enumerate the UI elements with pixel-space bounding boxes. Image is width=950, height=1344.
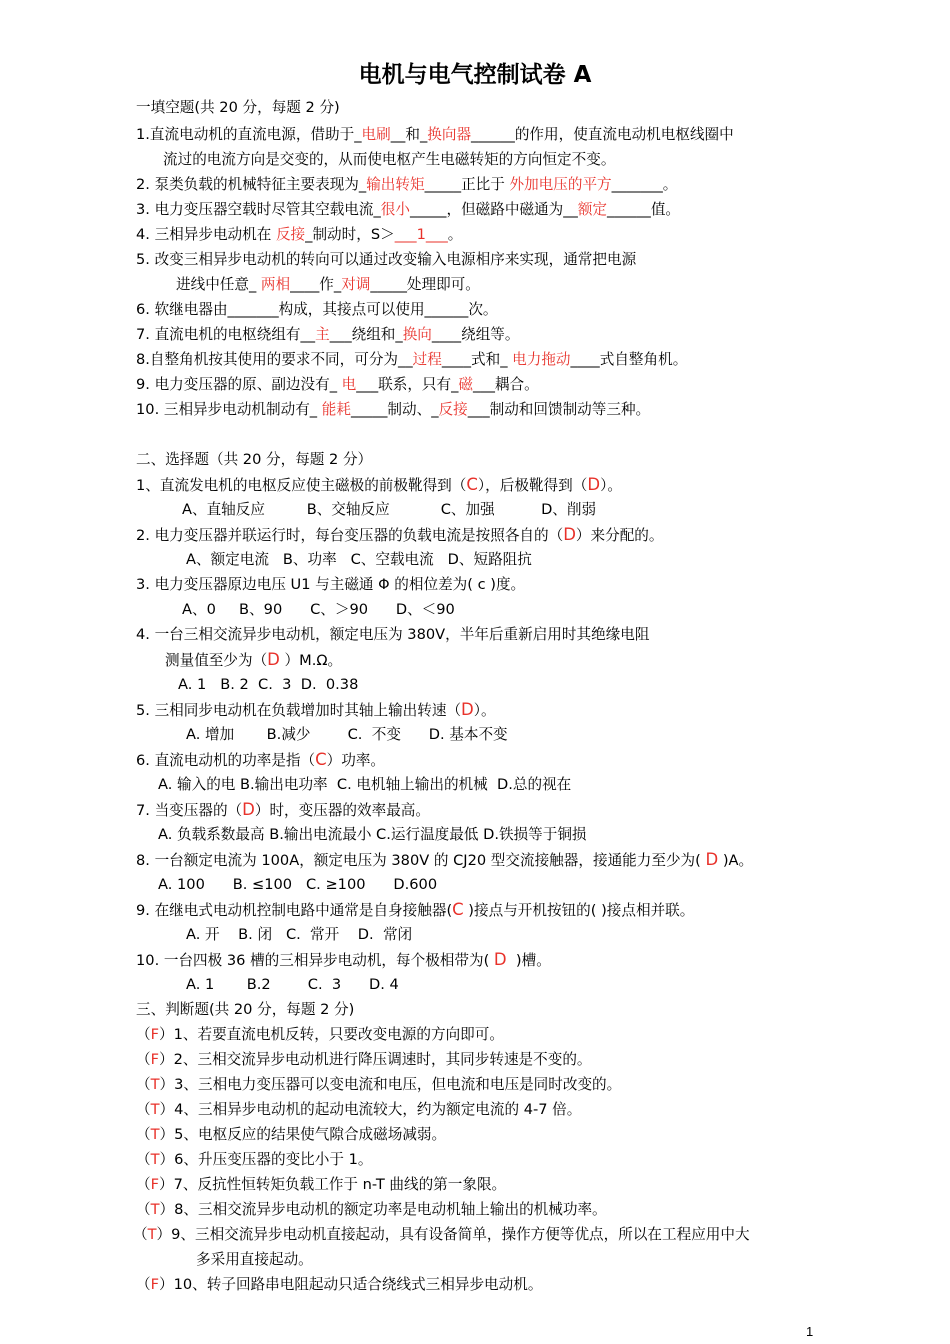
text-line xyxy=(158,775,571,795)
question-text: A. 100 B. ≤100 C. ≥100 D.600 xyxy=(158,876,438,893)
question-text: 4. 一台三相交流异步电动机，额定电压为 380V，半年后重新启用时其绝缘电阻 xyxy=(136,626,650,643)
answer-text: T xyxy=(150,1101,160,1118)
question-text: 。 xyxy=(447,226,463,243)
question-text: 8.自整角机按其使用的要求不同，可分为__ xyxy=(136,351,413,368)
text-line xyxy=(136,900,694,921)
question-text: 2. 电力变压器并联运行时，每台变压器的负载电流是按照各自的（ xyxy=(136,527,564,544)
question-text: ____式自整角机。 xyxy=(570,351,688,368)
text-line xyxy=(136,1200,607,1220)
question-text: ）5、电枢反应的结果使气隙合成磁场减弱。 xyxy=(159,1126,447,1143)
question-text: （ xyxy=(136,1201,151,1218)
text-line xyxy=(136,225,462,245)
question-text: 1、直流发电机的电枢反应使主磁极的前极靴得到（ xyxy=(136,477,467,494)
answer-text: T xyxy=(150,1151,160,1168)
text-line xyxy=(136,1275,542,1295)
question-text: 3. 电力变压器原边电压 U1 与主磁通 Φ 的相位差为( c )度。 xyxy=(136,576,526,593)
question-text: ___联系，只有_ xyxy=(356,376,459,393)
question-text: A、0 B、90 C、＞90 D、＜90 xyxy=(182,601,455,618)
question-text: )槽。 xyxy=(506,952,551,969)
answer-text: T xyxy=(150,1201,160,1218)
question-text: ___绕组和_ xyxy=(329,326,403,343)
question-text: ___制动和回馈制动等三种。 xyxy=(467,401,651,418)
question-text: （ xyxy=(133,1226,148,1243)
answer-text: 反接 xyxy=(438,401,468,418)
question-text: ）8、三相交流异步电动机的额定功率是电动机轴上输出的机械功率。 xyxy=(159,1201,607,1218)
page-title: 电机与电气控制试卷 A xyxy=(358,62,592,88)
answer-text: D xyxy=(587,475,601,494)
text-line xyxy=(136,125,734,145)
question-text: 5. 改变三相异步电动机的转向可以通过改变输入电源相序来实现，通常把电源 xyxy=(136,251,637,268)
text-line xyxy=(136,200,680,220)
answer-text: 外加电压的平方 xyxy=(509,176,612,193)
question-text: ）时，变压器的效率最高。 xyxy=(254,802,430,819)
answer-text: F xyxy=(150,1176,160,1193)
answer-text: 额定 xyxy=(577,201,608,218)
answer-text: 主 xyxy=(315,326,330,343)
question-text: ___耦合。 xyxy=(473,376,539,393)
question-text: 10. 三相异步电动机制动有_ xyxy=(136,401,322,418)
question-text: _____，但磁路中磁通为__ xyxy=(409,201,578,218)
text-line xyxy=(158,825,587,845)
answer-text: D xyxy=(493,950,507,969)
question-text: ）6、升压变压器的变比小于 1。 xyxy=(159,1151,373,1168)
question-text: 6. 软继电器由_______构成，其接点可以使用______次。 xyxy=(136,301,498,318)
answer-text: 反接 xyxy=(275,226,306,243)
question-text: （ xyxy=(136,1026,151,1043)
answer-text: F xyxy=(150,1051,160,1068)
text-line xyxy=(136,98,340,118)
question-text: 7. 当变压器的（ xyxy=(136,802,243,819)
question-text: 进线中任意_ xyxy=(176,276,261,293)
text-line xyxy=(196,1250,313,1270)
answer-text: C xyxy=(466,475,478,494)
answer-text: T xyxy=(147,1226,157,1243)
answer-text: 两相 xyxy=(260,276,291,293)
question-text: （ xyxy=(136,1276,151,1293)
text-line xyxy=(136,1125,446,1145)
answer-text: 电刷 xyxy=(361,126,391,143)
text-line xyxy=(136,475,622,496)
question-text: ）3、三相电力变压器可以变电流和电压，但电流和电压是同时改变的。 xyxy=(159,1076,622,1093)
answer-text: D xyxy=(242,800,255,819)
text-line xyxy=(136,525,664,546)
question-text: ）M.Ω。 xyxy=(279,652,343,669)
question-text: A. 1 B. 2 C. 3 D. 0.38 xyxy=(178,676,359,693)
question-text: （ xyxy=(136,1151,151,1168)
text-line xyxy=(136,375,539,395)
question-text: ）7、反抗性恒转矩负载工作于 n-T 曲线的第一象限。 xyxy=(159,1176,507,1193)
question-text: 三、判断题(共 20 分，每题 2 分) xyxy=(136,1001,355,1018)
question-text: 多采用直接起动。 xyxy=(196,1251,313,1268)
question-text: )接点与开机按钮的( )接点相并联。 xyxy=(463,902,695,919)
question-text: ），后极靴得到（ xyxy=(477,477,588,494)
question-text: ）10、转子回路串电阻起动只适合绕线式三相异步电动机。 xyxy=(159,1276,543,1293)
question-text: __和_ xyxy=(390,126,428,143)
answer-text: 电 xyxy=(341,376,357,393)
text-line xyxy=(136,1025,504,1045)
question-text: 流过的电流方向是交变的，从而使电枢产生电磁转矩的方向恒定不变。 xyxy=(163,151,616,168)
question-text: 9. 电力变压器的原、副边没有_ xyxy=(136,376,342,393)
question-text: _制动时，S＞ xyxy=(305,226,395,243)
text-line xyxy=(136,850,753,871)
text-line xyxy=(136,1175,506,1195)
question-text: 8. 一台额定电流为 100A，额定电压为 380V 的 CJ20 型交流接触器，接通能力至少为( xyxy=(136,852,706,869)
question-text: ____作_ xyxy=(290,276,342,293)
answer-text: C xyxy=(315,750,327,769)
question-text: （ xyxy=(136,1176,151,1193)
text-line xyxy=(136,700,496,721)
question-text: ）9、三相交流异步电动机直接起动，具有设备简单，操作方便等优点，所以在工程应用中大 xyxy=(156,1226,750,1243)
question-text: （ xyxy=(136,1076,151,1093)
question-text: （ xyxy=(136,1101,151,1118)
answer-text: C xyxy=(452,900,464,919)
question-text: 一填空题(共 20 分，每题 2 分) xyxy=(136,99,340,116)
question-text: A. 输入的电 B.输出电功率 C. 电机轴上输出的机械 D.总的视在 xyxy=(158,776,572,793)
question-text: 9. 在继电式电动机控制电路中通常是自身接触器( xyxy=(136,902,453,919)
answer-text: D xyxy=(705,850,719,869)
text-line xyxy=(136,400,650,420)
question-text: 4. 三相异步电动机在 xyxy=(136,226,276,243)
text-line xyxy=(136,1150,372,1170)
text-line xyxy=(178,675,358,695)
answer-text: 对调 xyxy=(341,276,371,293)
question-text: 5. 三相同步电动机在负载增加时其轴上输出转速（ xyxy=(136,702,462,719)
text-line xyxy=(176,275,480,295)
question-text: 3. 电力变压器空载时尽管其空载电流_ xyxy=(136,201,381,218)
answer-text: D xyxy=(267,650,280,669)
question-text: （ xyxy=(136,1051,151,1068)
answer-text: 很小 xyxy=(380,201,410,218)
question-text: ）4、三相异步电动机的起动电流较大，约为额定电流的 4-7 倍。 xyxy=(159,1101,582,1118)
question-text: （ xyxy=(136,1126,151,1143)
answer-text: 输出转矩 xyxy=(366,176,425,193)
answer-text: F xyxy=(150,1276,160,1293)
text-line xyxy=(136,350,687,370)
question-text: 7. 直流电机的电枢绕组有__ xyxy=(136,326,316,343)
text-line xyxy=(136,800,430,821)
answer-text: T xyxy=(150,1126,160,1143)
answer-text: 过程 xyxy=(412,351,442,368)
question-text: 1.直流电动机的直流电源，借助于_ xyxy=(136,126,362,143)
text-line xyxy=(186,725,508,745)
text-line xyxy=(136,1100,581,1120)
question-text: A. 增加 B.减少 C. 不变 D. 基本不变 xyxy=(186,726,508,743)
question-text: _____制动、_ xyxy=(350,401,439,418)
text-line xyxy=(136,1075,621,1095)
text-line xyxy=(136,325,519,345)
text-line xyxy=(163,150,615,170)
answer-text: ___1___ xyxy=(394,226,448,243)
answer-text: 换向 xyxy=(402,326,432,343)
text-line xyxy=(136,450,372,470)
question-text: A、额定电流 B、功率 C、空载电流 D、短路阻抗 xyxy=(186,551,532,568)
page-number: 1 xyxy=(806,1324,814,1339)
text-line xyxy=(136,175,677,195)
text-line xyxy=(186,550,532,570)
question-text: 6. 直流电动机的功率是指（ xyxy=(136,752,316,769)
text-line xyxy=(182,500,596,520)
text-line xyxy=(136,250,636,270)
question-text: ______的作用，使直流电动机电枢线圈中 xyxy=(471,126,734,143)
question-text: ____绕组等。 xyxy=(431,326,520,343)
question-text: 2. 泵类负载的机械特征主要表现为_ xyxy=(136,176,367,193)
text-line xyxy=(136,575,525,595)
question-text: ）1、若要直流电机反转，只要改变电源的方向即可。 xyxy=(159,1026,504,1043)
question-text: A. 开 B. 闭 C. 常开 D. 常闭 xyxy=(186,926,413,943)
answer-text: D xyxy=(563,525,576,544)
answer-text: 电力拖动 xyxy=(512,351,571,368)
text-line xyxy=(136,950,551,971)
text-line xyxy=(136,750,385,771)
text-line xyxy=(136,1050,592,1070)
text-line xyxy=(136,625,649,645)
question-text: ）。 xyxy=(473,702,496,719)
answer-text: 能耗 xyxy=(321,401,351,418)
question-text: ____式和_ xyxy=(441,351,513,368)
text-line xyxy=(186,925,412,945)
question-text: A、直轴反应 B、交轴反应 C、加强 D、削弱 xyxy=(182,501,597,518)
text-line xyxy=(186,975,399,995)
text-line xyxy=(136,1000,354,1020)
question-text: 二、选择题（共 20 分，每题 2 分） xyxy=(136,451,373,468)
answer-text: T xyxy=(150,1076,160,1093)
text-line xyxy=(158,875,437,895)
question-text: ）来分配的。 xyxy=(575,527,664,544)
question-text: ）功率。 xyxy=(326,752,386,769)
question-text: _____处理即可。 xyxy=(370,276,480,293)
answer-text: 磁 xyxy=(458,376,474,393)
question-text: _____正比于 xyxy=(424,176,510,193)
question-text: 测量值至少为（ xyxy=(165,652,268,669)
question-text: ______值。 xyxy=(607,201,681,218)
question-text: A. 负载系数最高 B.输出电流最小 C.运行温度最低 D.铁损等于铜损 xyxy=(158,826,587,843)
text-line xyxy=(165,650,342,671)
text-line xyxy=(182,600,455,620)
answer-text: D xyxy=(461,700,474,719)
text-line xyxy=(136,300,498,320)
text-line xyxy=(133,1225,750,1245)
question-text: )A。 xyxy=(718,852,754,869)
question-text: ）。 xyxy=(600,477,622,494)
answer-text: 换向器 xyxy=(427,126,472,143)
question-text: 10. 一台四极 36 槽的三相异步电动机，每个极相带为( xyxy=(136,952,494,969)
question-text: _______。 xyxy=(611,176,678,193)
question-text: A. 1 B.2 C. 3 D. 4 xyxy=(186,976,399,993)
question-text: ）2、三相交流异步电动机进行降压调速时，其同步转速是不变的。 xyxy=(159,1051,592,1068)
answer-text: F xyxy=(150,1026,160,1043)
